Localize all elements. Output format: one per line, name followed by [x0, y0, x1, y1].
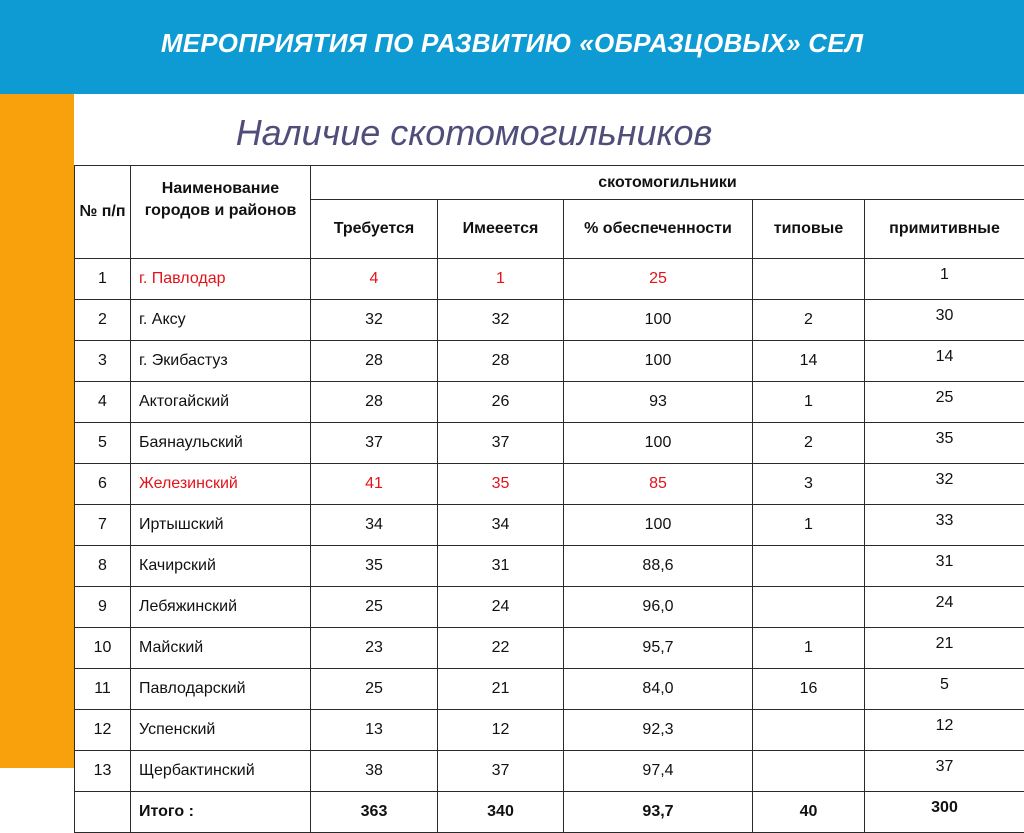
cell-name: Баянаульский	[131, 423, 311, 464]
cell-num: 5	[75, 423, 131, 464]
cell-required: 32	[311, 300, 438, 341]
cell-typical	[753, 587, 865, 628]
cell-available: 28	[438, 341, 564, 382]
cell-required: 4	[311, 259, 438, 300]
cell-name: Качирский	[131, 546, 311, 587]
cell-name: Успенский	[131, 710, 311, 751]
header-title: МЕРОПРИЯТИЯ ПО РАЗВИТИЮ «ОБРАЗЦОВЫХ» СЕЛ	[0, 28, 1024, 59]
cell-percent: 100	[564, 341, 753, 382]
cell-percent: 95,7	[564, 628, 753, 669]
cell-name: Павлодарский	[131, 669, 311, 710]
header-num: № п/п	[75, 166, 131, 259]
cell-required: 34	[311, 505, 438, 546]
cell-available: 32	[438, 300, 564, 341]
cell-available: 34	[438, 505, 564, 546]
header-primitive: примитивные	[865, 200, 1024, 259]
cell-primitive: 35	[865, 423, 1024, 464]
cell-name: Железинский	[131, 464, 311, 505]
total-row	[75, 792, 1024, 833]
header-available: Имееется	[438, 200, 564, 259]
cell-name: Щербактинский	[131, 751, 311, 792]
cell-typical	[753, 710, 865, 751]
header-typical: типовые	[753, 200, 865, 259]
cell-name: г. Аксу	[131, 300, 311, 341]
cell-name: Майский	[131, 628, 311, 669]
cell-available: 35	[438, 464, 564, 505]
cell-typical	[753, 751, 865, 792]
cell-num: 3	[75, 341, 131, 382]
cell-available: 12	[438, 710, 564, 751]
cell-num: 2	[75, 300, 131, 341]
cell-primitive: 31	[865, 546, 1024, 587]
cell-primitive: 1	[865, 259, 1024, 300]
cell-name: г. Павлодар	[131, 259, 311, 300]
cell-name: Актогайский	[131, 382, 311, 423]
header-row-1	[75, 166, 1024, 200]
cell-required: 35	[311, 546, 438, 587]
cell-required: 13	[311, 710, 438, 751]
cell-required: 37	[311, 423, 438, 464]
cell-required: 41	[311, 464, 438, 505]
cell-percent: 84,0	[564, 669, 753, 710]
cell-percent: 25	[564, 259, 753, 300]
table-row	[75, 300, 1024, 341]
cell-typical: 1	[753, 628, 865, 669]
cell-name: Иртышский	[131, 505, 311, 546]
cell-available: 22	[438, 628, 564, 669]
cell-typical: 3	[753, 464, 865, 505]
cell-available: 340	[438, 792, 564, 833]
cell-primitive: 25	[865, 382, 1024, 423]
cell-primitive: 30	[865, 300, 1024, 341]
cell-percent: 97,4	[564, 751, 753, 792]
cell-num: 8	[75, 546, 131, 587]
cell-required: 28	[311, 341, 438, 382]
cell-available: 31	[438, 546, 564, 587]
cell-percent: 88,6	[564, 546, 753, 587]
cell-primitive: 37	[865, 751, 1024, 792]
cell-num: 9	[75, 587, 131, 628]
cell-available: 37	[438, 751, 564, 792]
cell-percent: 96,0	[564, 587, 753, 628]
table-row	[75, 464, 1024, 505]
table-row	[75, 710, 1024, 751]
cell-num: 1	[75, 259, 131, 300]
table-row	[75, 669, 1024, 710]
cell-percent: 85	[564, 464, 753, 505]
cell-percent: 92,3	[564, 710, 753, 751]
table-row	[75, 628, 1024, 669]
cell-num	[75, 792, 131, 833]
cell-name: г. Экибастуз	[131, 341, 311, 382]
cell-name: Итого :	[131, 792, 311, 833]
header-percent: % обеспеченности	[564, 200, 753, 259]
table-row	[75, 382, 1024, 423]
cell-required: 23	[311, 628, 438, 669]
cell-available: 37	[438, 423, 564, 464]
cell-percent: 100	[564, 505, 753, 546]
table-row	[75, 505, 1024, 546]
cell-available: 26	[438, 382, 564, 423]
cell-typical: 2	[753, 300, 865, 341]
cell-primitive: 24	[865, 587, 1024, 628]
cell-typical: 40	[753, 792, 865, 833]
table-row	[75, 423, 1024, 464]
page-subtitle: Наличие скотомогильников	[74, 112, 874, 154]
cell-typical: 2	[753, 423, 865, 464]
cell-num: 4	[75, 382, 131, 423]
header-name: Наименование городов и районов	[131, 166, 311, 259]
cell-num: 13	[75, 751, 131, 792]
cell-primitive: 5	[865, 669, 1024, 710]
header-group: скотомогильники	[311, 166, 1024, 200]
data-table	[74, 165, 1024, 833]
cell-required: 28	[311, 382, 438, 423]
cell-percent: 93	[564, 382, 753, 423]
cell-required: 25	[311, 587, 438, 628]
cell-required: 363	[311, 792, 438, 833]
cell-primitive: 32	[865, 464, 1024, 505]
table-row	[75, 751, 1024, 792]
cell-typical: 1	[753, 382, 865, 423]
cell-typical	[753, 546, 865, 587]
cell-typical: 1	[753, 505, 865, 546]
cell-primitive: 14	[865, 341, 1024, 382]
side-accent-bar	[0, 94, 74, 768]
table-row	[75, 259, 1024, 300]
table-row	[75, 546, 1024, 587]
cell-typical: 14	[753, 341, 865, 382]
cell-available: 24	[438, 587, 564, 628]
cell-typical	[753, 259, 865, 300]
cell-required: 25	[311, 669, 438, 710]
header-bar	[0, 0, 1024, 94]
cell-num: 10	[75, 628, 131, 669]
cell-num: 7	[75, 505, 131, 546]
cell-primitive: 33	[865, 505, 1024, 546]
cell-percent: 100	[564, 423, 753, 464]
cell-available: 21	[438, 669, 564, 710]
cell-available: 1	[438, 259, 564, 300]
cell-name: Лебяжинский	[131, 587, 311, 628]
header-required: Требуется	[311, 200, 438, 259]
cell-required: 38	[311, 751, 438, 792]
cell-num: 12	[75, 710, 131, 751]
cell-primitive: 21	[865, 628, 1024, 669]
cell-primitive: 12	[865, 710, 1024, 751]
cell-typical: 16	[753, 669, 865, 710]
cell-percent: 100	[564, 300, 753, 341]
table-row	[75, 341, 1024, 382]
table-row	[75, 587, 1024, 628]
cell-percent: 93,7	[564, 792, 753, 833]
cell-primitive: 300	[865, 792, 1024, 833]
cell-num: 11	[75, 669, 131, 710]
cell-num: 6	[75, 464, 131, 505]
